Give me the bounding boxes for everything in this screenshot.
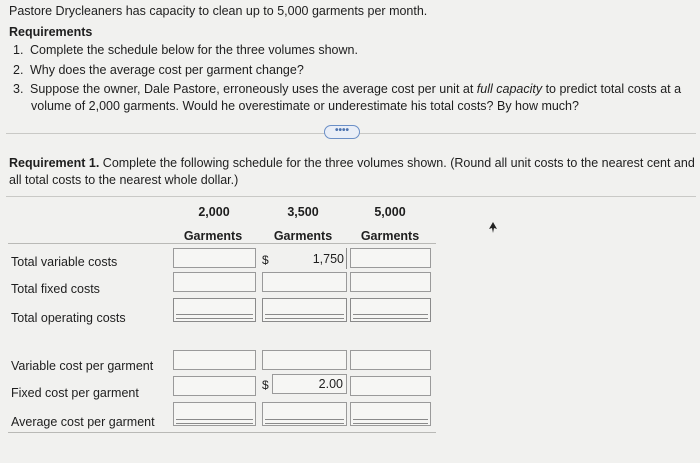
row-label-fixed-per: Fixed cost per garment (11, 386, 139, 400)
column-volume-3500: 3,500 (287, 205, 319, 219)
header-divider (8, 243, 436, 244)
requirement-text-end: to predict total costs at a (542, 82, 682, 96)
input-total-fixed-2000[interactable] (173, 272, 256, 292)
requirements-heading: Requirements (9, 25, 93, 39)
column-unit-5000: Garments (360, 229, 420, 243)
input-fixed-per-5000[interactable] (350, 376, 431, 396)
input-variable-per-3500[interactable] (262, 350, 347, 370)
problem-intro: Pastore Drycleaners has capacity to clean up to 5,000 garments per month. (9, 4, 428, 18)
cell-right-border (346, 248, 347, 269)
requirement-number: 2. (13, 63, 24, 77)
row-label-total-fixed: Total fixed costs (11, 282, 100, 296)
requirement-number: 1. (13, 43, 24, 57)
requirement-item-1 (13, 43, 358, 57)
total-variable-3500-value: 1,750 (312, 252, 344, 266)
value-total-variable-3500 (259, 248, 347, 268)
input-total-variable-5000[interactable] (350, 248, 431, 268)
input-fixed-per-2000[interactable] (173, 376, 256, 396)
input-total-fixed-5000[interactable] (350, 272, 431, 292)
input-average-per-3500[interactable] (262, 402, 347, 426)
input-average-per-5000[interactable] (350, 402, 431, 426)
requirement-text: Complete the schedule below for the three volumes shown. (30, 43, 358, 57)
column-volume-2000: 2,000 (198, 205, 230, 219)
requirement-item-2 (13, 63, 304, 77)
requirement-1-text: Complete the following schedule for the three volumes shown. (Round all unit costs to the nearest cent and all total costs to the nearest whole dollar.) (9, 156, 695, 187)
expand-button[interactable]: •••• (324, 125, 360, 139)
row-label-total-variable: Total variable costs (11, 255, 118, 269)
requirement-1-instructions (9, 155, 699, 189)
column-volume-5000: 5,000 (374, 205, 406, 219)
row-label-total-operating: Total operating costs (11, 311, 126, 325)
input-total-operating-2000[interactable] (173, 298, 256, 322)
currency-symbol: $ (262, 378, 269, 392)
currency-symbol: $ (262, 253, 269, 267)
fixed-per-3500-value: 2.00 (318, 377, 343, 391)
input-total-operating-3500[interactable] (262, 298, 347, 322)
requirement-number: 3. (13, 82, 24, 96)
input-variable-per-2000[interactable] (173, 350, 256, 370)
input-variable-per-5000[interactable] (350, 350, 431, 370)
requirement-item-3-continued: volume of 2,000 garments. Would he overestimate or underestimate his total costs? By how much? (31, 99, 579, 113)
value-fixed-per-3500[interactable] (272, 374, 347, 394)
input-total-fixed-3500[interactable] (262, 272, 347, 292)
input-average-per-2000[interactable] (173, 402, 256, 426)
input-total-operating-5000[interactable] (350, 298, 431, 322)
requirement-text: Why does the average cost per garment change? (30, 63, 304, 77)
mouse-pointer-icon (487, 221, 499, 235)
input-total-variable-2000[interactable] (173, 248, 256, 268)
requirement-text: Suppose the owner, Dale Pastore, erroneously uses the average cost per unit at (30, 82, 477, 96)
column-unit-3500: Garments (273, 229, 333, 243)
table-bottom-divider (8, 432, 436, 433)
row-label-variable-per: Variable cost per garment (11, 359, 154, 373)
requirement-1-label: Requirement 1. (9, 156, 100, 170)
requirement-item-3 (13, 82, 681, 96)
column-unit-2000: Garments (183, 229, 243, 243)
requirement-emphasis: full capacity (476, 82, 543, 96)
table-top-divider (6, 196, 696, 197)
row-label-average-per: Average cost per garment (11, 415, 155, 429)
